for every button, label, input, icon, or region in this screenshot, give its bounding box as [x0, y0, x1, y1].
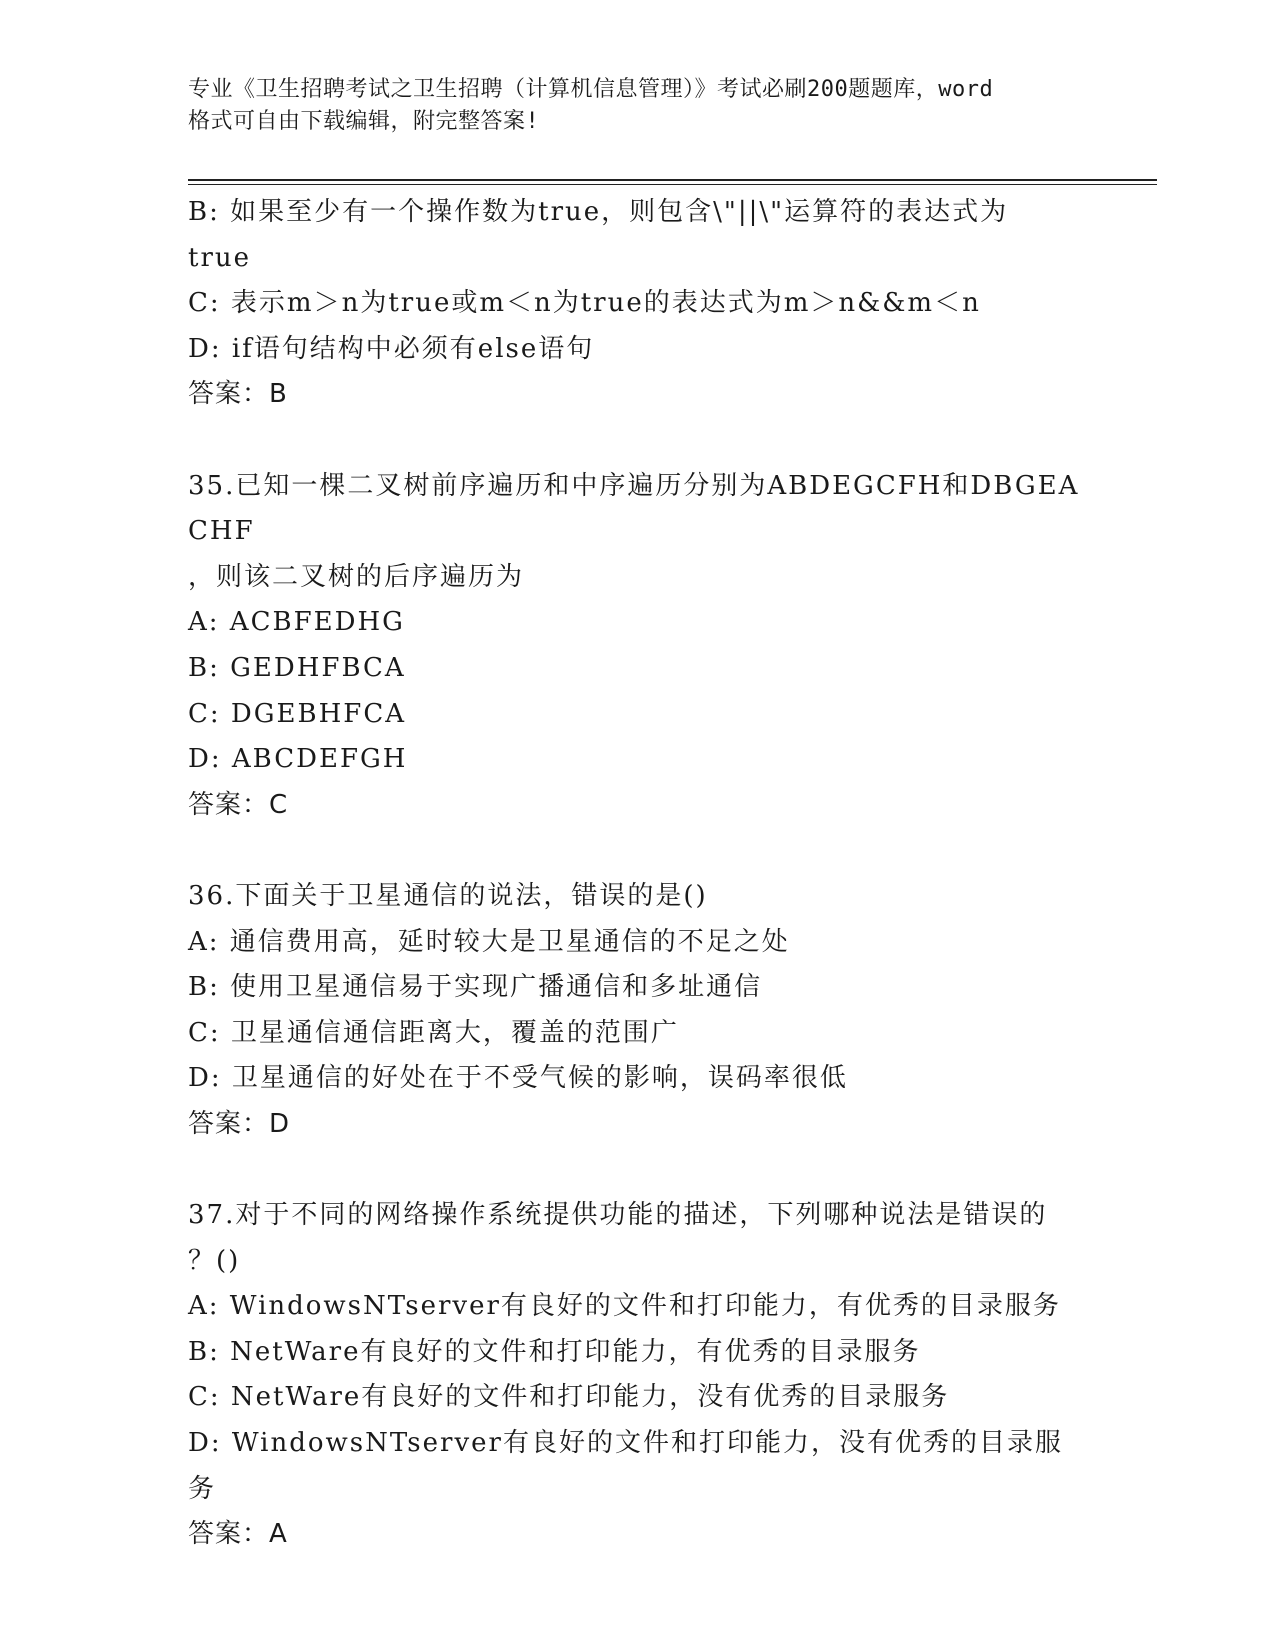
question-34-tail	[188, 190, 1088, 418]
option-b: B: NetWare有良好的文件和打印能力，有优秀的目录服务	[188, 1336, 921, 1367]
spacer	[188, 1147, 1088, 1193]
header-divider-thick	[188, 179, 1157, 181]
option-a: A: 通信费用高，延时较大是卫星通信的不足之处	[188, 926, 790, 957]
option-c: C: DGEBHFCA	[188, 698, 407, 729]
header-divider-thin	[188, 184, 1157, 185]
answer: 答案：D	[188, 1108, 291, 1139]
answer: 答案：C	[188, 789, 289, 820]
option-b-line-2: true	[188, 242, 252, 273]
option-a: A: WindowsNTserver有良好的文件和打印能力，有优秀的目录服务	[188, 1291, 1061, 1322]
option-c: C: 表示m＞n为true或m＜n为true的表达式为m＞n&&m＜n	[188, 288, 981, 319]
question-37	[188, 1193, 1088, 1558]
document-header	[188, 74, 1088, 138]
option-d: D: if语句结构中必须有else语句	[188, 333, 595, 364]
question-35	[188, 464, 1088, 829]
option-b: B: 使用卫星通信易于实现广播通信和多址通信	[188, 972, 763, 1003]
question-stem-line-2: ，则该二叉树的后序遍历为	[188, 561, 525, 592]
option-d: D: WindowsNTserver有良好的文件和打印能力，没有优秀的目录服务	[188, 1428, 1063, 1504]
spacer	[188, 828, 1088, 874]
header-title-line-1: 专业《卫生招聘考试之卫生招聘（计算机信息管理）》考试必刷200题题库，word	[188, 77, 994, 102]
answer: 答案：A	[188, 1519, 288, 1550]
option-a: A: ACBFEDHG	[188, 607, 405, 638]
question-list	[188, 190, 1088, 1558]
option-c: C: NetWare有良好的文件和打印能力，没有优秀的目录服务	[188, 1382, 950, 1413]
question-stem: 36.下面关于卫星通信的说法，错误的是()	[188, 880, 708, 911]
option-b: B: GEDHFBCA	[188, 652, 406, 683]
option-d: D: ABCDEFGH	[188, 744, 408, 775]
answer: 答案：B	[188, 379, 288, 410]
question-stem-line-2: ？()	[188, 1245, 241, 1276]
spacer	[188, 418, 1088, 464]
option-c: C: 卫星通信通信距离大，覆盖的范围广	[188, 1017, 679, 1048]
question-stem-line-1: 37.对于不同的网络操作系统提供功能的描述，下列哪种说法是错误的	[188, 1200, 1048, 1231]
question-36	[188, 874, 1088, 1148]
option-d: D: 卫星通信的好处在于不受气候的影响，误码率很低	[188, 1063, 848, 1094]
header-title-line-2: 格式可自由下载编辑，附完整答案!	[188, 109, 540, 134]
option-b-line-1: B: 如果至少有一个操作数为true，则包含\"||\"运算符的表达式为	[188, 197, 1009, 227]
question-stem-line-1: 35.已知一棵二叉树前序遍历和中序遍历分别为ABDEGCFH和DBGEACHF	[188, 470, 1080, 547]
